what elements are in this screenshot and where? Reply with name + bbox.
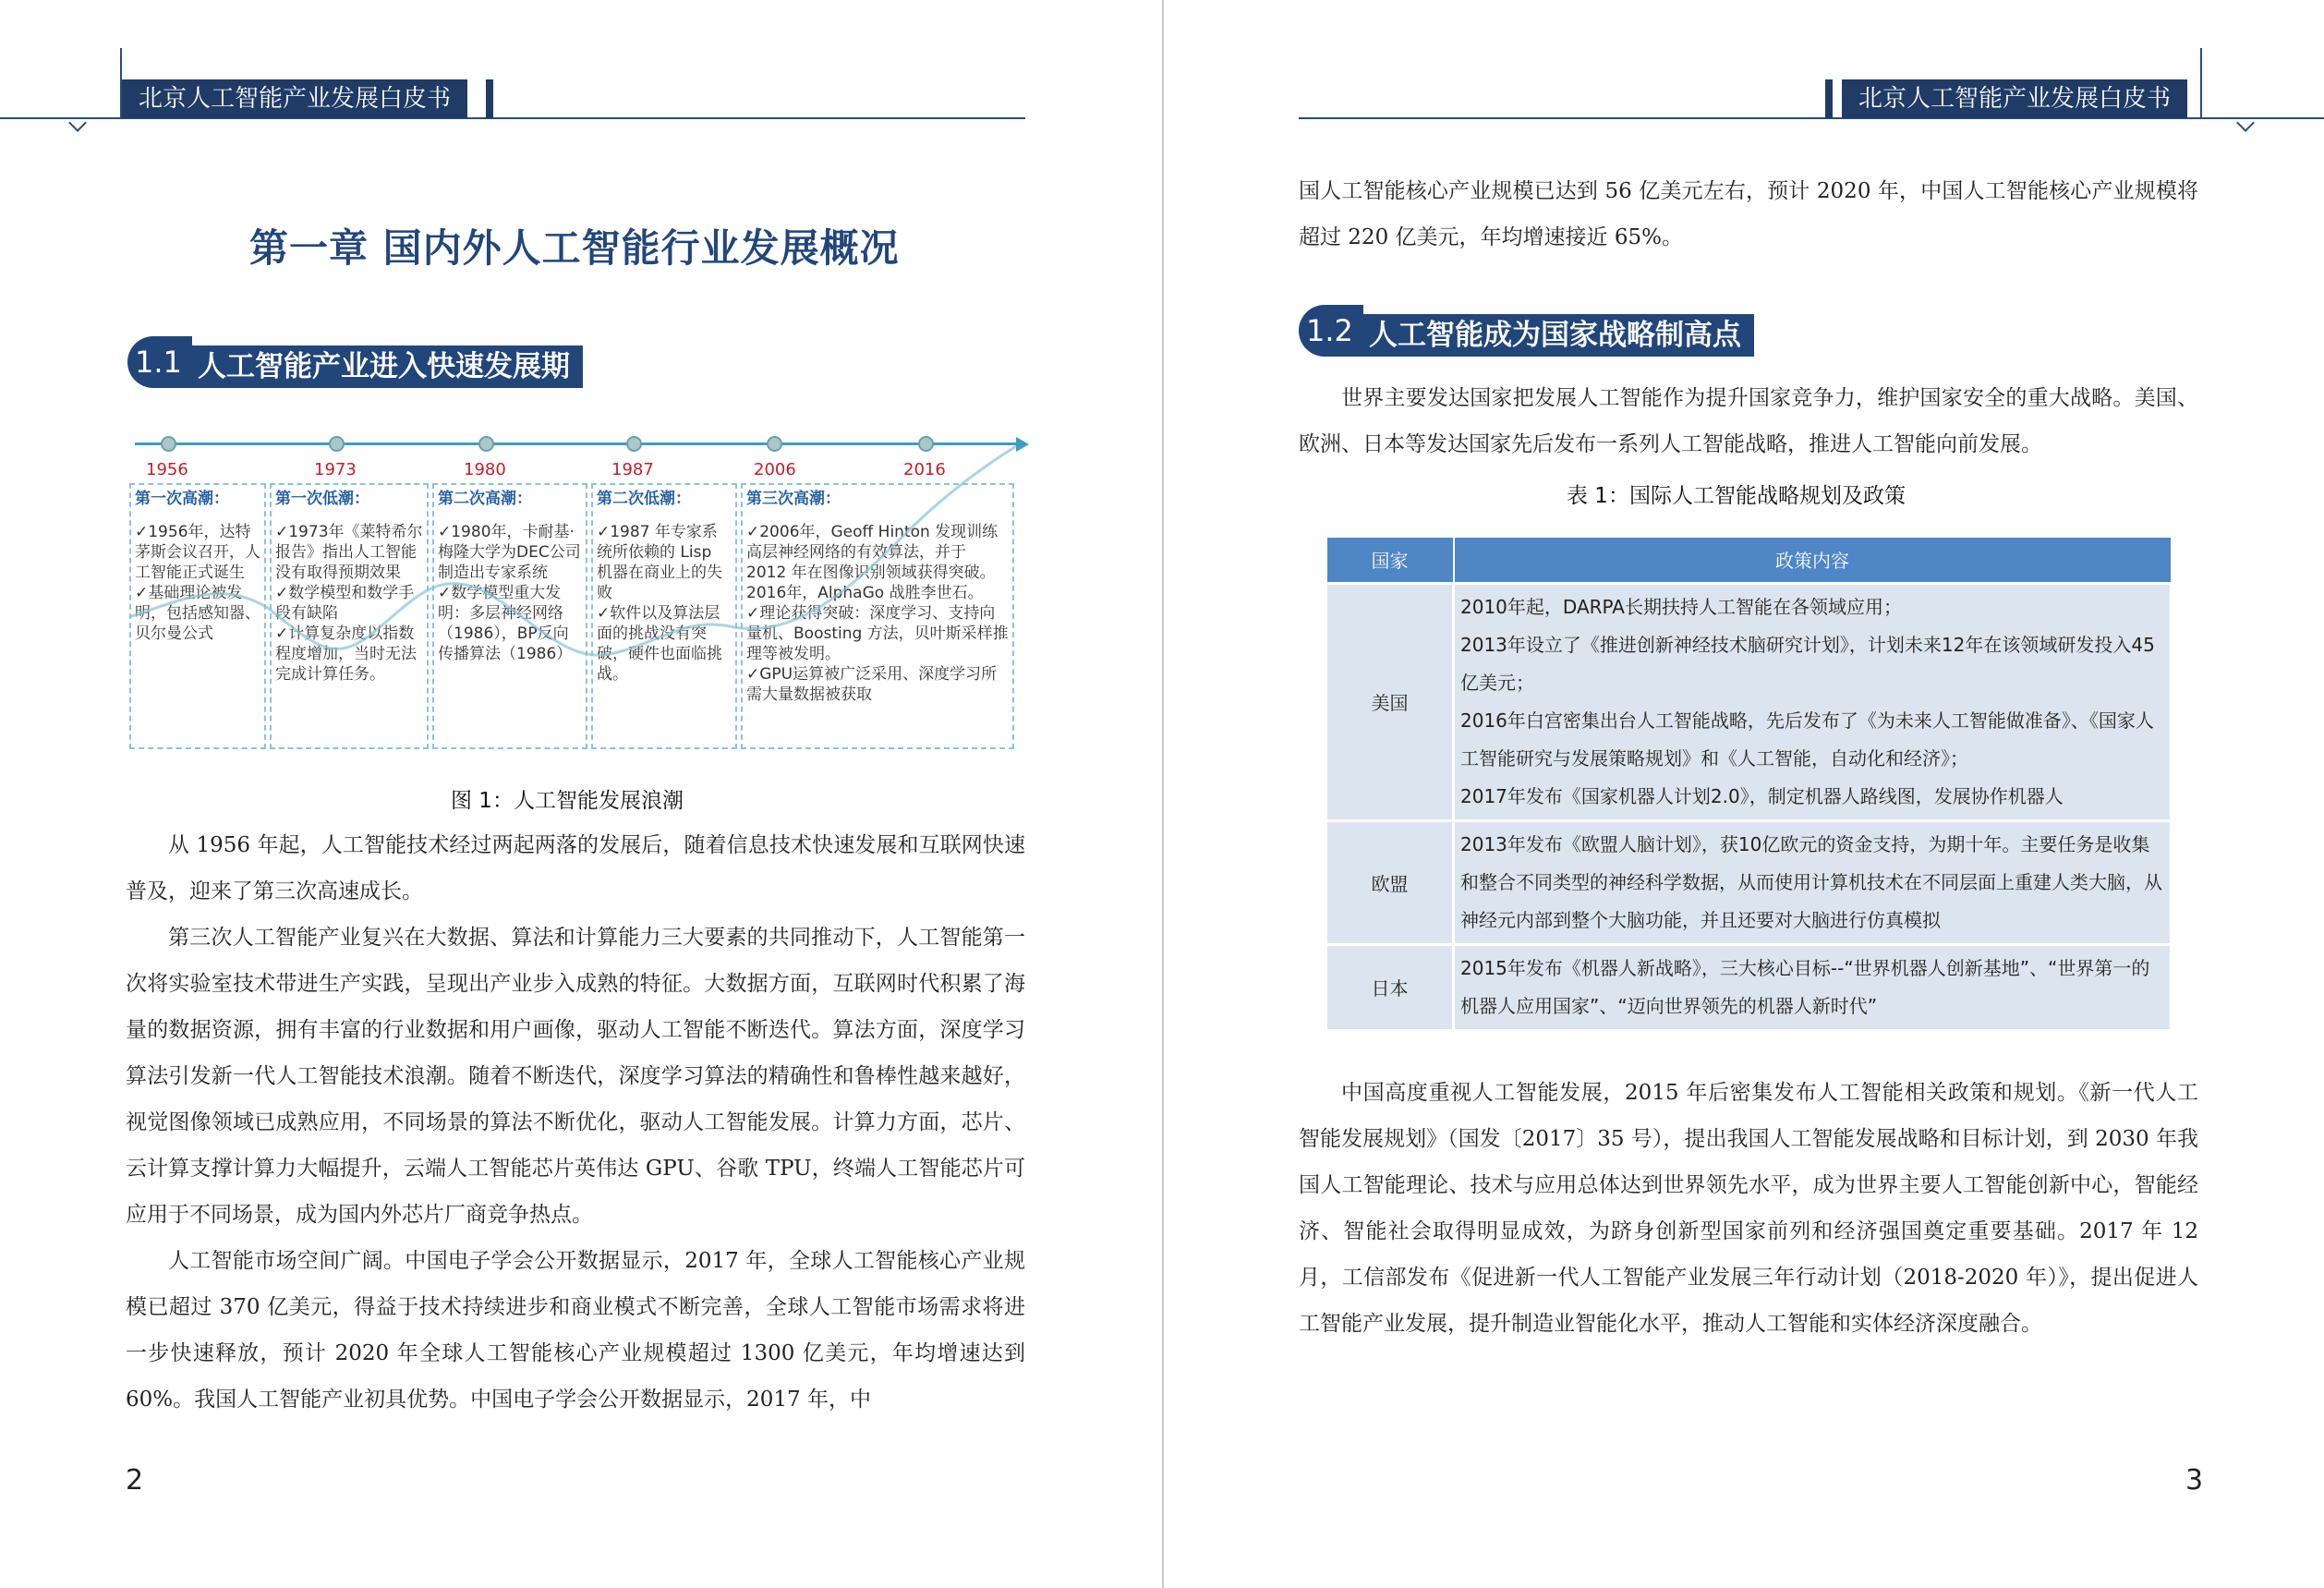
timeline-year: 2016 — [903, 460, 946, 479]
section-number: 1.1 — [127, 336, 192, 388]
policy-cell — [1454, 820, 2172, 944]
timeline-box-title: 第一次高潮： — [135, 490, 229, 508]
timeline-box-title: 第三次高潮： — [746, 490, 841, 508]
timeline-year: 2006 — [754, 460, 796, 479]
table-header-row — [1326, 537, 2172, 583]
policy-cell — [1454, 583, 2172, 820]
section-heading-1-1 — [127, 336, 583, 388]
timeline-box-body: ✓1973年《莱特希尔报告》指出人工智能没有取得预期效果 ✓数学模型和数学手段有缺陷 ✓计算复杂度以指数程度增加，当时无法完成计算任务。 — [275, 523, 423, 684]
header-vertical-rule — [2200, 48, 2202, 118]
timeline-year: 1980 — [464, 460, 506, 479]
left-page — [0, 0, 1160, 1588]
header-title: 北京人工智能产业发展白皮书 — [122, 79, 467, 118]
section-number: 1.2 — [1299, 305, 1363, 357]
body-paragraph: 从 1956 年起，人工智能技术经过两起两落的发展后，随着信息技术快速发展和互联网快速普及，迎来了第三次高速成长。 — [126, 833, 1025, 903]
body-paragraph: 世界主要发达国家把发展人工智能作为提升国家竞争力，维护国家安全的重大战略。美国、欧洲、日本等发达国家先后发布一系列人工智能战略，推进人工智能向前发展。 — [1299, 386, 2198, 456]
page-number: 3 — [2185, 1464, 2204, 1497]
chapter-title: 第一章 国内外人工智能行业发展概况 — [249, 225, 900, 271]
section-title: 人工智能产业进入快速发展期 — [192, 345, 583, 388]
timeline-box — [432, 483, 587, 749]
timeline-dot — [161, 436, 176, 452]
header-notch — [1825, 79, 1833, 118]
timeline-dot — [329, 436, 345, 452]
policy-line: 2013年发布《欧盟人脑计划》，获10亿欧元的资金支持，为期十年。主要任务是收集和整合不同类型的神经科学数据，从而使用计算机技术在不同层面上重建人类大脑，从神经元内部到整个大脑功能，并且还要对大脑进行仿真模拟 — [1460, 832, 2162, 931]
page-number: 2 — [126, 1464, 144, 1497]
timeline-year: 1987 — [611, 460, 654, 479]
timeline-box-title: 第二次高潮： — [438, 490, 532, 508]
timeline-dot — [918, 436, 934, 452]
table-row — [1326, 944, 2172, 1030]
body-paragraph: 第三次人工智能产业复兴在大数据、算法和计算能力三大要素的共同推动下，人工智能第一次将实验室技术带进生产实践，呈现出产业步入成熟的特征。大数据方面，互联网时代积累了海量的数据资源，拥有丰富的行业数据和用户画像，驱动人工智能不断迭代。算法方面，深度学习算法引发新一代人工智能技术浪潮。随着不断迭代，深度学习算法的精确性和鲁棒性越来越好，视觉图像领域已成熟应用，不同场景的算法不断优化，驱动人工智能发展。计算力方面，芯片、云计算支撑计算力大幅提升，云端人工智能芯片英伟达 GPU、谷歌 TPU，终端人工智能芯片可应用于不同场景，成为国内外芯片厂商竞争热点。 — [126, 926, 1025, 1227]
figure-caption: 图 1：人工智能发展浪潮 — [451, 789, 684, 813]
policy-line: 2013年设立了《推进创新神经技术脑研究计划》，计划未来12年在该领域研发投入45亿美元； — [1460, 633, 2155, 694]
timeline-dot — [626, 436, 642, 452]
timeline-box-body: ✓1956年，达特茅斯会议召开，人工智能正式诞生 ✓基础理论被发明，包括感知器、贝尔曼公式 — [135, 523, 260, 643]
section-title: 人工智能成为国家战略制高点 — [1363, 314, 1754, 357]
country-cell: 日本 — [1326, 944, 1454, 1030]
timeline-box-title: 第一次低潮： — [275, 490, 369, 508]
timeline-box — [270, 483, 429, 749]
timeline-arrow-icon — [1016, 437, 1029, 452]
country-cell: 美国 — [1326, 583, 1454, 820]
policy-line: 2015年发布《机器人新战略》，三大核心目标--“世界机器人创新基地”、“世界第一的机器人应用国家”、“迈向世界领先的机器人新时代” — [1460, 956, 2150, 1017]
timeline-year: 1973 — [314, 460, 357, 479]
timeline-box-body: ✓2006年，Geoff Hinton 发现训练高层神经网络的有效算法，并于 2012 年在图像识别领域获得突破。2016年，AlphaGo 战胜李世石。 ✓理论获得突破：深度学习、支持向量机、Boosting 方法，贝叶斯采样推理等被发明。 ✓GPU运算被广泛采用、深度学习所需大量数据被获取 — [746, 523, 1009, 704]
column-header-country: 国家 — [1326, 537, 1454, 583]
policy-cell — [1454, 944, 2172, 1030]
timeline-axis — [135, 442, 1022, 445]
policy-line: 2017年发布《国家机器人计划2.0》，制定机器人路线图，发展协作机器人 — [1460, 784, 2064, 807]
timeline-year: 1956 — [146, 460, 188, 479]
ai-wave-timeline — [129, 432, 1025, 756]
header-notch — [486, 79, 493, 118]
timeline-box-title: 第二次低潮： — [597, 490, 691, 508]
timeline-box — [129, 483, 266, 749]
timeline-dot — [478, 436, 494, 452]
table-row — [1326, 820, 2172, 944]
section-heading-1-2 — [1299, 305, 1754, 357]
policy-line: 2016年白宫密集出台人工智能战略，先后发布了《为未来人工智能做准备》、《国家人工智能研究与发展策略规划》和《人工智能，自动化和经济》； — [1460, 709, 2154, 770]
book-spine — [1162, 0, 1164, 1588]
body-paragraph: 人工智能市场空间广阔。中国电子学会公开数据显示，2017 年，全球人工智能核心产业规模已超过 370 亿美元，得益于技术持续进步和商业模式不断完善，全球人工智能市场需求将进一步快速释放，预计 2020 年全球人工智能核心产业规模超过 1300 亿美元，年均增速达到 60%。我国人工智能产业初具优势。中国电子学会公开数据显示，2017 年，中 — [126, 1249, 1025, 1412]
policy-table — [1325, 536, 2173, 1032]
timeline-box-body: ✓1980年，卡耐基·梅隆大学为DEC公司制造出专家系统 ✓数学模型重大发明：多层神经网络（1986），BP反向传播算法（1986） — [438, 523, 581, 663]
policy-line: 2010年起，DARPA长期扶持人工智能在各领域应用； — [1460, 595, 1902, 618]
column-header-policy: 政策内容 — [1454, 537, 2172, 583]
table-row — [1326, 583, 2172, 820]
timeline-box — [591, 483, 737, 749]
table-caption: 表 1：国际人工智能战略规划及政策 — [1567, 484, 1906, 508]
body-paragraph: 国人工智能核心产业规模已达到 56 亿美元左右，预计 2020 年，中国人工智能核心产业规模将超过 220 亿美元，年均增速接近 65%。 — [1299, 179, 2198, 249]
timeline-box-body: ✓1987 年专家系统所依赖的 Lisp 机器在商业上的失败 ✓软件以及算法层面的挑战没有突破，硬件也面临挑战。 — [597, 523, 722, 684]
header-title: 北京人工智能产业发展白皮书 — [1842, 79, 2187, 118]
country-cell: 欧盟 — [1326, 820, 1454, 944]
timeline-box — [741, 483, 1014, 749]
timeline-dot — [767, 436, 782, 452]
body-paragraph: 中国高度重视人工智能发展，2015 年后密集发布人工智能相关政策和规划。《新一代人工智能发展规划》（国发〔2017〕35 号），提出我国人工智能发展战略和目标计划，到 2030 年我国人工智能理论、技术与应用总体达到世界领先水平，成为世界主要人工智能创新中心，智能经济、智能社会取得明显成效，为跻身创新型国家前列和经济强国奠定重要基础。2017 年 12 月，工信部发布《促进新一代人工智能产业发展三年行动计划（2018-2020 年）》，提出促进人工智能产业发展，提升制造业智能化水平，推动人工智能和实体经济深度融合。 — [1299, 1081, 2198, 1336]
